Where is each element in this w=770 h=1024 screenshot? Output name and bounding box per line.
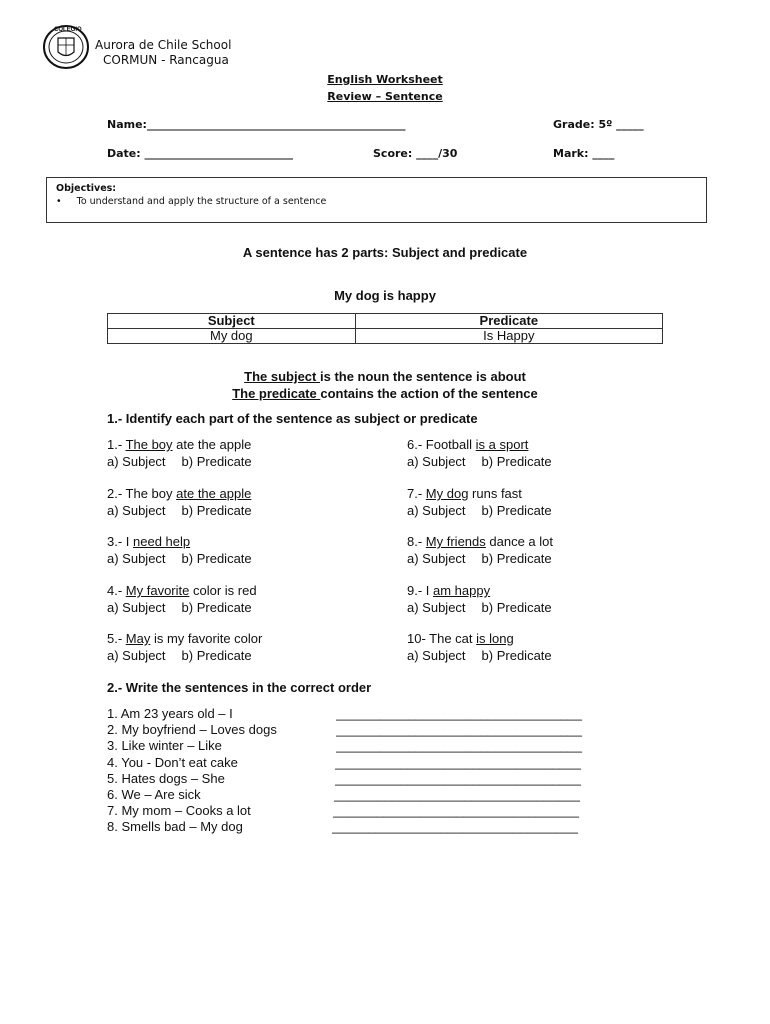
objective-item: [56, 196, 326, 207]
list-item: 5. Hates dogs – She: [107, 770, 225, 786]
question-text: [407, 486, 552, 503]
school-name: Aurora de Chile School: [95, 38, 232, 52]
school-header: [95, 38, 231, 68]
question-post: color is red: [189, 583, 257, 598]
question-pre: 8.-: [407, 534, 426, 549]
worksheet-title: English Worksheet: [327, 73, 443, 86]
question-text: [407, 583, 552, 600]
question-item: [407, 534, 553, 566]
list-item: 2. My boyfriend – Loves dogs: [107, 722, 277, 738]
subject-definition: [0, 369, 770, 384]
answer-blank[interactable]: __________________________________: [335, 754, 581, 770]
objectives-box: [46, 177, 707, 223]
objectives-title: Objectives:: [56, 183, 117, 194]
answer-options: [107, 503, 252, 518]
option-predicate[interactable]: b) Predicate: [181, 550, 252, 566]
section1-title: 1.- Identify each part of the sentence as subject or predicate: [107, 411, 478, 426]
list-item: 4. You - Don’t eat cake: [107, 754, 238, 770]
example-table: [107, 313, 663, 344]
table-cell-predicate: Is Happy: [355, 329, 662, 344]
question-pre: 6.- Football: [407, 437, 476, 452]
list-item: 6. We – Are sick: [107, 787, 201, 803]
question-underlined: is a sport: [475, 437, 529, 452]
list-item: 1. Am 23 years old – I: [107, 706, 233, 721]
option-subject[interactable]: a) Subject: [107, 550, 166, 566]
option-subject[interactable]: a) Subject: [107, 599, 166, 615]
question-item: [407, 486, 552, 518]
question-underlined: ate the apple: [176, 486, 252, 501]
answer-blank[interactable]: __________________________________: [332, 819, 578, 835]
answer-options: [107, 600, 257, 615]
question-item: [107, 631, 262, 663]
date-field[interactable]: Date: ___________________________: [107, 147, 294, 160]
order-list: [107, 706, 277, 836]
option-predicate[interactable]: b) Predicate: [181, 647, 252, 663]
subject-term: The subject: [244, 369, 320, 384]
table-row: [108, 329, 663, 344]
question-underlined: need help: [133, 534, 191, 549]
answer-options: [107, 551, 252, 566]
intro-heading: A sentence has 2 parts: Subject and predicate: [242, 245, 528, 260]
bullet-icon: •: [56, 196, 62, 207]
question-text: [107, 437, 252, 454]
grade-field[interactable]: Grade: 5º _____: [553, 118, 644, 131]
question-underlined: am happy: [433, 583, 491, 598]
name-field[interactable]: Name:_______________________________________________: [107, 118, 406, 131]
question-underlined: My friends: [425, 534, 486, 549]
question-pre: 2.- The boy: [107, 486, 177, 501]
question-pre: 7.-: [407, 486, 426, 501]
logo-text: COLEGIO: [54, 27, 82, 33]
option-predicate[interactable]: b) Predicate: [181, 599, 252, 615]
predicate-def-text: contains the action of the sentence: [320, 386, 538, 401]
question-pre: 10- The cat: [407, 631, 477, 646]
answer-blank[interactable]: __________________________________: [333, 803, 579, 819]
question-pre: 3.- I: [107, 534, 134, 549]
answer-blank[interactable]: __________________________________: [334, 786, 580, 802]
question-underlined: The boy: [125, 437, 173, 452]
option-subject[interactable]: a) Subject: [407, 599, 466, 615]
mark-field[interactable]: Mark: ____: [553, 147, 615, 160]
objective-text: To understand and apply the structure of a sentence: [76, 196, 327, 207]
question-text: [107, 486, 252, 503]
option-subject[interactable]: a) Subject: [107, 502, 166, 518]
table-cell-subject: My dog: [108, 329, 356, 344]
predicate-definition: [0, 386, 770, 401]
question-post: is my favorite color: [150, 631, 263, 646]
option-predicate[interactable]: b) Predicate: [481, 647, 552, 663]
table-header-row: [108, 314, 663, 329]
answer-options: [107, 648, 262, 663]
answer-options: [407, 454, 552, 469]
question-item: [407, 437, 552, 469]
option-predicate[interactable]: b) Predicate: [481, 453, 552, 469]
answer-blanks: [322, 706, 582, 836]
worksheet-subtitle: Review – Sentence: [327, 90, 443, 103]
question-text: [407, 437, 552, 454]
school-logo: [42, 24, 90, 70]
answer-options: [407, 503, 552, 518]
question-item: [407, 631, 552, 663]
question-post: runs fast: [468, 486, 522, 501]
answer-options: [407, 551, 553, 566]
answer-blank[interactable]: __________________________________: [336, 738, 582, 754]
option-subject[interactable]: a) Subject: [407, 502, 466, 518]
question-underlined: May: [125, 631, 151, 646]
question-post: ate the apple: [172, 437, 252, 452]
question-pre: 9.- I: [407, 583, 434, 598]
question-item: [107, 583, 257, 615]
option-subject[interactable]: a) Subject: [407, 453, 466, 469]
school-subtitle: CORMUN - Rancagua: [103, 53, 229, 67]
question-text: [407, 631, 552, 648]
option-predicate[interactable]: b) Predicate: [181, 502, 252, 518]
option-predicate[interactable]: b) Predicate: [481, 502, 552, 518]
question-text: [407, 534, 553, 551]
question-pre: 4.-: [107, 583, 126, 598]
subject-def-text: is the noun the sentence is about: [319, 369, 526, 384]
list-item: 8. Smells bad – My dog: [107, 819, 243, 835]
question-item: [107, 437, 252, 469]
question-pre: 5.-: [107, 631, 126, 646]
answer-blank[interactable]: __________________________________: [336, 706, 582, 721]
answer-blank[interactable]: __________________________________: [335, 770, 581, 786]
answer-options: [107, 454, 252, 469]
option-subject[interactable]: a) Subject: [107, 453, 166, 469]
option-subject[interactable]: a) Subject: [107, 647, 166, 663]
table-header-predicate: Predicate: [355, 314, 662, 329]
example-sentence: My dog is happy: [334, 288, 436, 303]
question-underlined: is long: [476, 631, 514, 646]
option-subject[interactable]: a) Subject: [407, 647, 466, 663]
question-text: [107, 534, 252, 551]
answer-options: [407, 600, 552, 615]
question-underlined: My dog: [425, 486, 469, 501]
score-field[interactable]: Score: ____/30: [373, 147, 458, 160]
section2-title: 2.- Write the sentences in the correct order: [107, 680, 372, 695]
question-underlined: My favorite: [125, 583, 190, 598]
option-subject[interactable]: a) Subject: [407, 550, 466, 566]
option-predicate[interactable]: b) Predicate: [181, 453, 252, 469]
list-item: 3. Like winter – Like: [107, 738, 222, 754]
question-item: [107, 486, 252, 518]
option-predicate[interactable]: b) Predicate: [481, 599, 552, 615]
question-item: [407, 583, 552, 615]
question-item: [107, 534, 252, 566]
question-pre: 1.-: [107, 437, 126, 452]
answer-options: [407, 648, 552, 663]
question-text: [107, 583, 257, 600]
answer-blank[interactable]: __________________________________: [336, 722, 582, 738]
predicate-term: The predicate: [232, 386, 321, 401]
question-post: dance a lot: [485, 534, 553, 549]
question-text: [107, 631, 262, 648]
option-predicate[interactable]: b) Predicate: [481, 550, 552, 566]
list-item: 7. My mom – Cooks a lot: [107, 803, 251, 819]
table-header-subject: Subject: [108, 314, 356, 329]
